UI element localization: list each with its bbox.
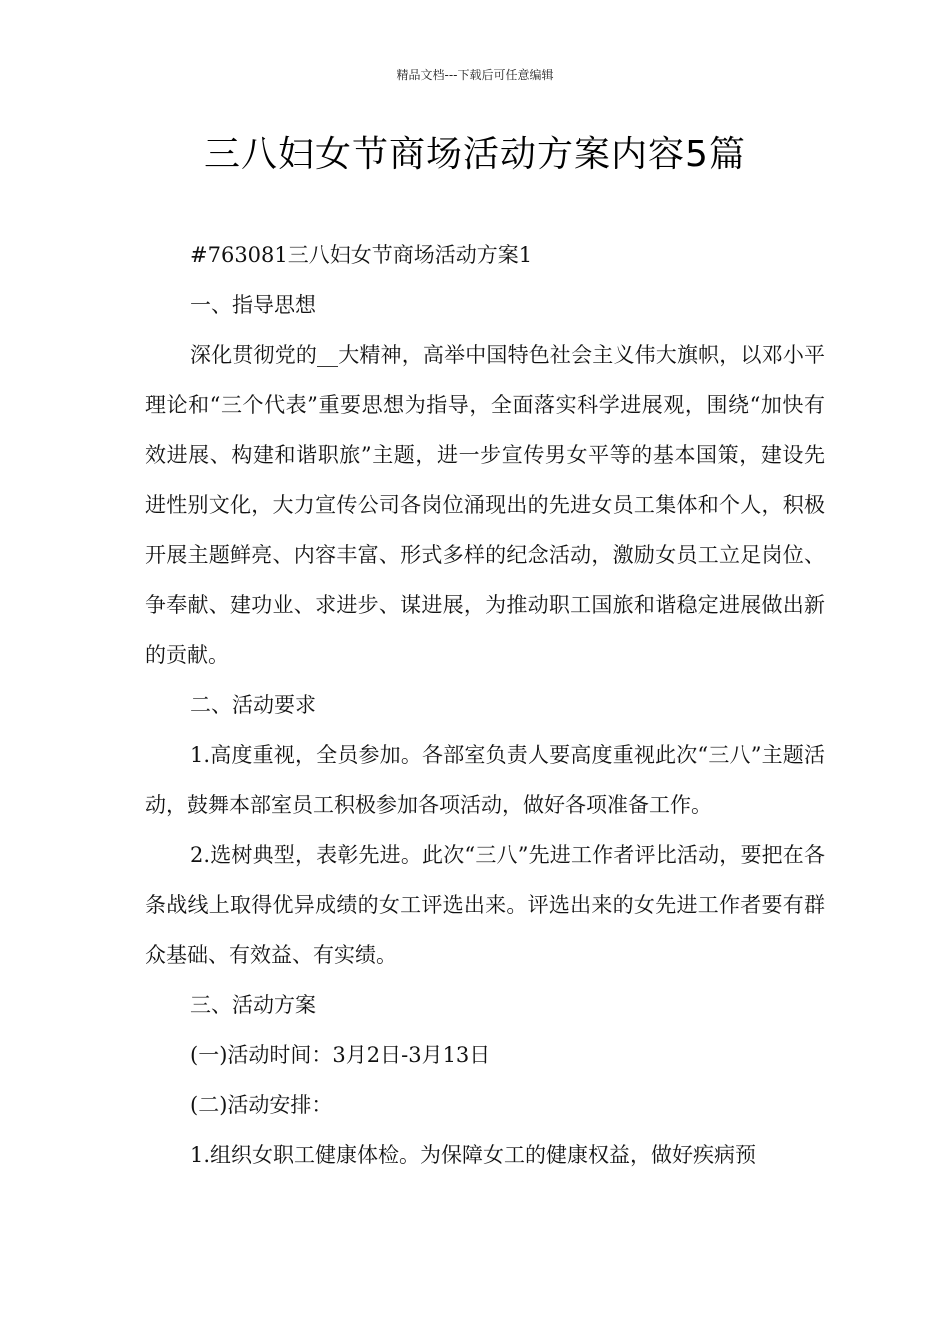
list-item-requirement-2: 2.选树典型，表彰先进。此次“三八”先进工作者评比活动，要把在各条战线上取得优异成绩的女工评选出来。评选出来的女先进工作者要有群众基础、有效益、有实绩。	[145, 843, 825, 967]
document-body	[145, 230, 825, 1180]
list-item-requirement-1: 1.高度重视，全员参加。各部室负责人要高度重视此次“三八”主题活动，鼓舞本部室员工积极参加各项活动，做好各项准备工作。	[145, 743, 825, 817]
sub-item-activity-arrangement: (二)活动安排：	[190, 1093, 333, 1117]
heading-activity-requirements: 二、活动要求	[190, 693, 316, 717]
heading-activity-plan: 三、活动方案	[190, 993, 316, 1017]
paragraph-guiding-ideology: 深化贯彻党的__大精神，高举中国特色社会主义伟大旗帜，以邓小平理论和“三个代表”重要思想为指导，全面落实科学进展观，围绕“加快有效进展、构建和谐职旅”主题，进一步宣传男女平等的基本国策，建设先进性别文化，大力宣传公司各岗位涌现出的先进女员工集体和个人，积极开展主题鲜亮、内容丰富、形式多样的纪念活动，激励女员工立足岗位、争奉献、建功业、求进步、谋进展，为推动职工国旅和谐稳定进展做出新的贡献。	[145, 343, 825, 667]
heading-guiding-ideology: 一、指导思想	[190, 293, 316, 317]
list-item-health-check: 1.组织女职工健康体检。为保障女工的健康权益，做好疾病预	[190, 1143, 757, 1167]
header-note: 精品文档---下载后可任意编辑	[396, 68, 554, 82]
document-title: 三八妇女节商场活动方案内容5篇	[204, 134, 746, 175]
sub-item-activity-time: (一)活动时间：3月2日-3月13日	[190, 1043, 491, 1067]
section-title: #763081三八妇女节商场活动方案1	[190, 243, 533, 267]
